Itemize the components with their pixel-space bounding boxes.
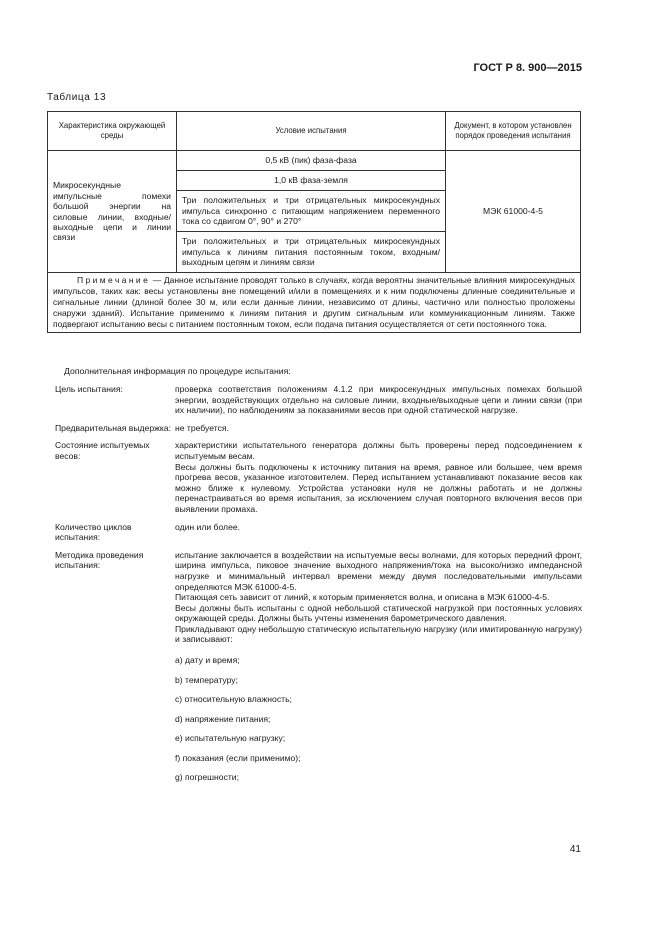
info-paragraph: проверка соответствия положениям 4.1.2 при микросекундных импульсных помехах большой энергии, воздействующих отдельно на силовые линии, входные/выходные цепи и линии связи (при их наличии), по наблюдениям за показаниями весов при одной статической нагрузке. [175, 384, 582, 416]
info-paragraph: Весы должны быть испытаны с одной небольшой статической нагрузкой при постоянных условиях окружающей среды. Должны быть учтены изменения барометрического давления. [175, 602, 582, 624]
info-paragraph: Весы должны быть подключены к источнику питания на время, равное или большее, чем время прогрева весов, указанное изготовителем. Перед испытанием устанавливают показание весов как можно ближе к нулевому. Устройства установки нуля не должны работать и не должны перенастраиваться во время испытания, за исключением случая повторного включения весов при выявлении промаха. [175, 461, 582, 514]
condition-cell: Три положительных и три отрицательных микросекундных импульса к линиям питания постоянным током, входным/выходным цепям и линиям связи [177, 232, 446, 273]
procedure-info [55, 384, 582, 799]
record-item: a) дату и время; [175, 655, 240, 666]
document-cell: МЭК 61000-4-5 [446, 151, 581, 273]
info-value [175, 440, 582, 514]
info-row-cycles [55, 522, 582, 543]
table-note-row [48, 273, 581, 333]
info-paragraph: Прикладывают одну небольшую статическую испытательную нагрузку (или имитированную нагрузку) и записывают: [175, 623, 582, 645]
page-number: 41 [569, 844, 581, 855]
note-label: Примечание [77, 275, 151, 285]
note-text: — Данное испытание проводят только в случаях, когда вероятны значительные влияния микросекундных импульсов, таких как: весы установлены вне помещений и/или в помещениях и к ним подключены длинные соединительные и сигнальные линии (длиной более 30 м, или если данные линии, независимо от длины, частично или полностью проложены снаружи зданий). Испытание применимо к линиям питания и другим сигнальным или коммуникационным линиям. Также подвергают испытанию весы с питанием постоянным током, если подача питания осуществляется от сети постоянного тока. [53, 275, 575, 329]
table-row [48, 151, 581, 171]
info-row-preconditioning [55, 423, 582, 434]
record-item: d) напряжение питания; [175, 713, 271, 724]
info-label: Состояние испытуемых весов: [55, 440, 150, 461]
table-caption: Таблица 13 [47, 92, 107, 103]
header-document: Документ, в котором установлен порядок проведения испытания [446, 112, 581, 151]
characteristic-cell: Микросекундные импульсные помехи большой энергии на силовые линии, входные/выходные цепи и линии связи [48, 151, 177, 273]
info-value [175, 384, 582, 416]
header-condition: Условие испытания [177, 112, 446, 151]
info-value [175, 423, 582, 434]
document-header: ГОСТ Р 8. 900—2015 [473, 62, 582, 74]
info-paragraph: испытание заключается в воздействии на испытуемые весы волнами, для которых передний фронт, ширина импульса, пиковое значение выходного напряжения/тока на высоко/низко импедансной нагрузке и минимальный интервал времени между двумя последовательными импульсами определяются МЭК 61000-4-5. [175, 549, 582, 592]
record-item: c) относительную влажность; [175, 694, 292, 705]
info-row-method [55, 550, 582, 792]
info-paragraph: характеристики испытательного генератора должны быть проверены перед подсоединением к испытуемым весам. [175, 440, 582, 461]
info-label: Методика проведения испытания: [55, 549, 144, 571]
info-value [175, 550, 582, 792]
condition-cell: 1,0 кВ фаза-земля [177, 171, 446, 191]
condition-cell: 0,5 кВ (пик) фаза-фаза [177, 151, 446, 171]
record-item: b) температуру; [175, 674, 238, 685]
table-header-row [48, 112, 581, 151]
info-value [175, 522, 582, 543]
record-item: g) погрешности; [175, 772, 239, 783]
additional-info-intro: Дополнительная информация по процедуре испытания: [64, 366, 291, 376]
record-item: e) испытательную нагрузку; [175, 733, 286, 744]
info-row-purpose [55, 384, 582, 416]
header-characteristic: Характеристика окружающей среды [48, 112, 177, 151]
table-note [48, 273, 581, 333]
info-label: Цель испытания: [55, 384, 123, 394]
info-row-eut-condition [55, 440, 582, 514]
record-item: f) показания (если применимо); [175, 752, 301, 763]
info-paragraph: один или более. [175, 521, 241, 532]
info-label: Предварительная выдержка: [55, 422, 171, 433]
test-conditions-table [47, 111, 581, 333]
info-paragraph: Питающая сеть зависит от линий, к которым применяется волна, и описана в МЭК 61000-4-5. [175, 592, 550, 603]
info-label: Количество циклов испытания: [55, 521, 132, 543]
condition-cell: Три положительных и три отрицательных микросекундных импульса синхронно с питающим напряжением переменного тока со сдвигом 0°, 90° и 270° [177, 191, 446, 232]
info-paragraph: не требуется. [175, 422, 229, 433]
